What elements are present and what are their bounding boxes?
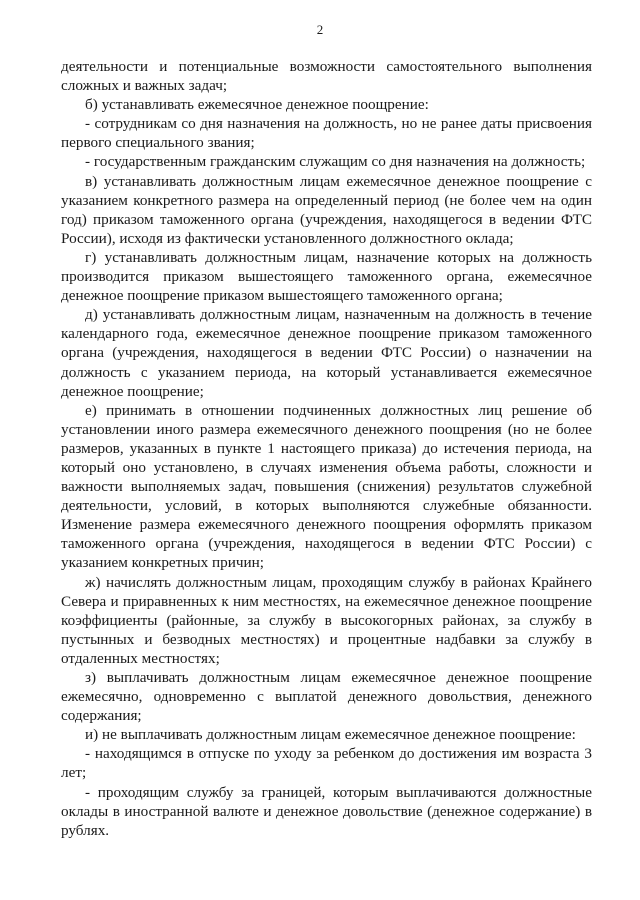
paragraph-b-item-1: - сотрудникам со дня назначения на должность, но не ранее даты присвоения первого специального звания; [61,115,592,152]
paragraph-i-item-1: - находящимся в отпуске по уходу за ребенком до достижения им возраста 3 лет; [61,745,592,782]
paragraph-b-item-2: - государственным гражданским служащим со дня назначения на должность; [85,153,586,171]
paragraph-b: б) устанавливать ежемесячное денежное поощрение: [85,96,429,114]
paragraph-continuation: деятельности и потенциальные возможности самостоятельного выполнения сложных и важных задач; [61,58,592,95]
paragraph-zh: ж) начислять должностным лицам, проходящим службу в районах Крайнего Севера и приравненных к ним местностях, на ежемесячное денежное поощрение коэффициенты (районные, за службу в высокогорных районах, за службу в пустынных и безводных местностях) и процентные надбавки за службу в отдаленных местностях; [61,573,592,667]
page-number: 2 [316,22,324,37]
paragraph-i-item-2: - проходящим службу за границей, которым выплачиваются должностные оклады в иностранной валюте и денежное довольствие (денежное содержание) в рублях. [61,783,592,839]
paragraph-z: з) выплачивать должностным лицам ежемесячное денежное поощрение ежемесячно, одновременно с выплатой денежного довольствия, денежного содержания; [61,669,592,725]
document-body [61,57,592,840]
paragraph-i: и) не выплачивать должностным лицам ежемесячное денежное поощрение: [85,726,576,744]
paragraph-d: д) устанавливать должностным лицам, назначенным на должность в течение календарного года, ежемесячное денежное поощрение приказом таможенного органа (учреждения, находящегося в ведении ФТС России) о назначении на должность с указанием периода, на который устанавливается ежемесячное денежное поощрение; [61,306,592,400]
paragraph-v: в) устанавливать должностным лицам ежемесячное денежное поощрение с указанием конкретного размера на определенный период (не более чем на один год) приказом таможенного органа (учреждения, находящегося в ведении ФТС России), исходя из фактически установленного должностного оклада; [61,172,592,247]
paragraph-g: г) устанавливать должностным лицам, назначение которых на должность производится приказом вышестоящего таможенного органа, ежемесячное денежное поощрение приказом вышестоящего таможенного органа; [61,248,592,305]
paragraph-e: е) принимать в отношении подчиненных должностных лиц решение об установлении иного размера ежемесячного денежного поощрения (но не более размеров, указанных в пункте 1 настоящего приказа) до истечения периода, на который оно установлено, в случаях изменения объема работы, сложности и важности выполняемых задач, повышения (снижения) результатов служебной деятельности, условий, в которых выполняются служебные обязанности. Изменение размера ежемесячного денежного поощрения оформлять приказом таможенного органа (учреждения, находящегося в ведении ФТС России) с указанием конкретных причин; [61,401,592,572]
